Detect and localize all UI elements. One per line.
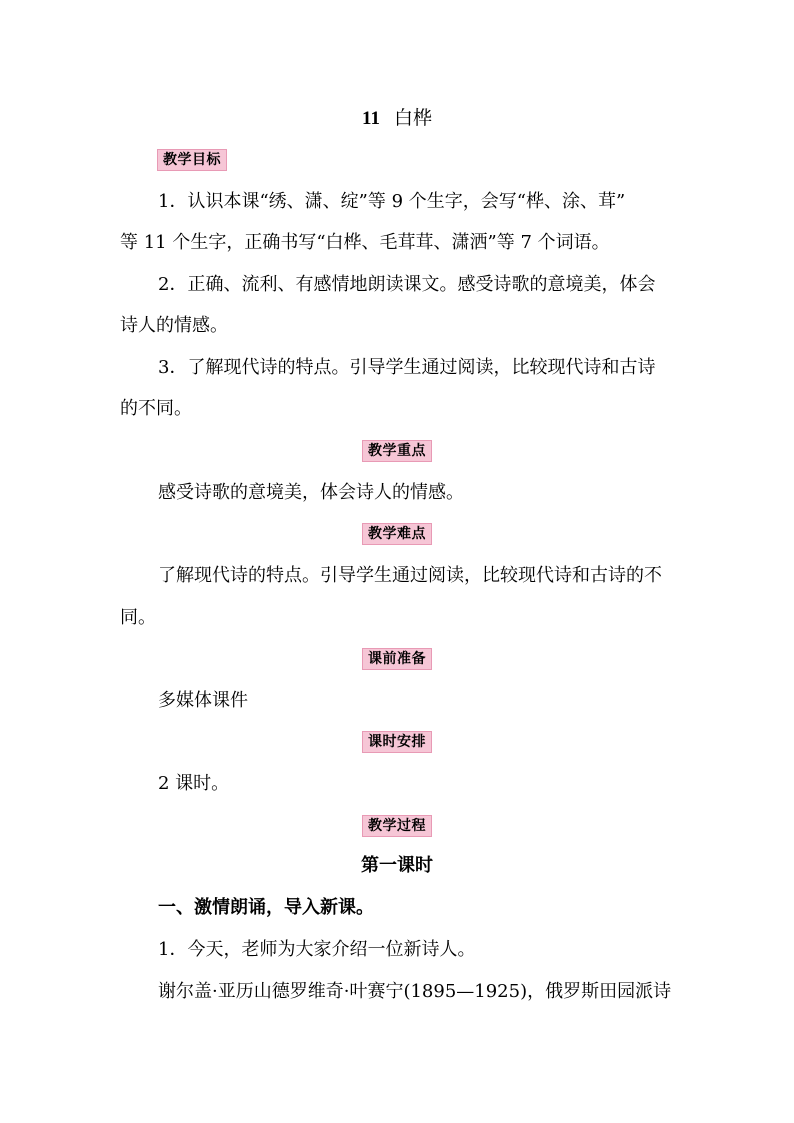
goal-3-line-2: 的不同。 — [120, 398, 192, 419]
goal-2-line-1: 2．正确、流利、有感情地朗读课文。感受诗歌的意境美，体会 — [158, 274, 656, 295]
lesson-number: 11 — [362, 108, 380, 129]
lesson-name: 白桦 — [393, 107, 432, 129]
difficulties-line-2: 同。 — [120, 607, 156, 628]
goal-1-line-1: 1．认识本课“绣、潇、绽”等 9 个生字，会写“桦、涂、茸” — [158, 191, 626, 212]
section-tag-goals: 教学目标 — [157, 149, 227, 171]
lesson-period-heading: 第一课时 — [361, 855, 433, 876]
poet-intro-line: 谢尔盖·亚历山德罗维奇·叶赛宁(1895—1925)，俄罗斯田园派诗 — [158, 981, 672, 1002]
difficulties-line-1: 了解现代诗的特点。引导学生通过阅读，比较现代诗和古诗的不 — [158, 565, 662, 586]
goal-3-line-1: 3．了解现代诗的特点。引导学生通过阅读，比较现代诗和古诗 — [158, 357, 656, 378]
goal-2-line-2: 诗人的情感。 — [120, 315, 228, 336]
section-tag-difficulties: 教学难点 — [362, 523, 432, 545]
step-1-item-1: 1．今天，老师为大家介绍一位新诗人。 — [158, 939, 476, 960]
schedule-text: 2 课时。 — [158, 773, 230, 794]
goal-1-line-2: 等 11 个生字，正确书写“白桦、毛茸茸、潇洒”等 7 个词语。 — [120, 232, 610, 253]
lesson-title — [0, 106, 794, 131]
key-points-text: 感受诗歌的意境美，体会诗人的情感。 — [158, 482, 464, 503]
section-tag-process: 教学过程 — [362, 815, 432, 837]
preparation-text: 多媒体课件 — [158, 690, 248, 711]
section-tag-preparation: 课前准备 — [362, 648, 432, 670]
section-tag-schedule: 课时安排 — [362, 731, 432, 753]
section-tag-key-points: 教学重点 — [362, 440, 432, 462]
step-1-heading: 一、激情朗诵，导入新课。 — [158, 897, 374, 918]
